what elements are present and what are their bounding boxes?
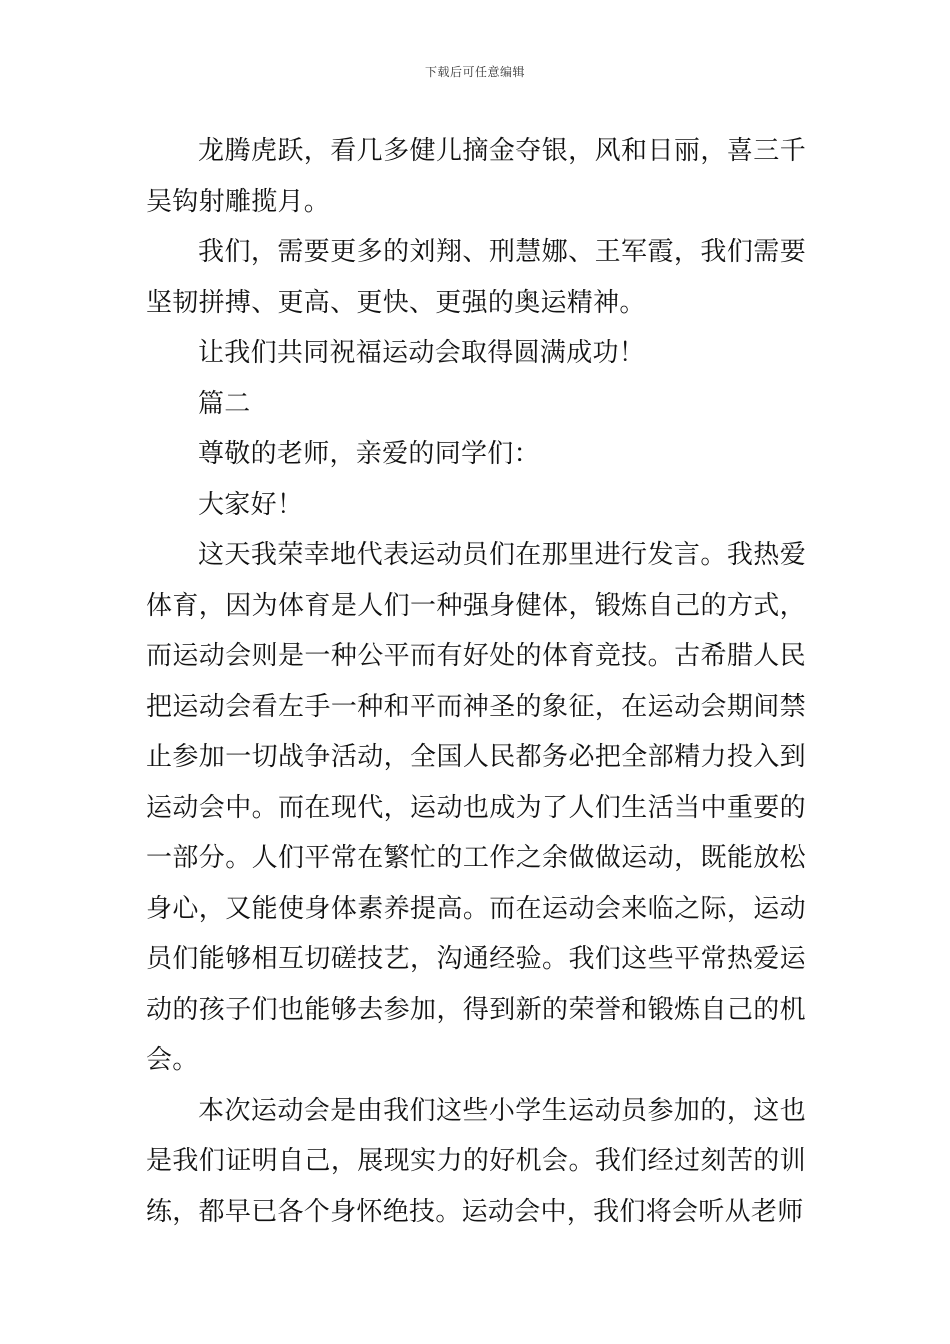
salutation: 尊敬的老师，亲爱的同学们： xyxy=(198,439,540,469)
paragraph-body-2: 本次运动会是由我们这些小学生运动员参加的，这也是我们证明自己，展现实力的好机会。我们经过刻苦的训练，都早已各个身怀绝技。运动会中，我们将会听从老师 xyxy=(146,1095,806,1227)
document-body xyxy=(146,126,806,1237)
paragraph-1: 龙腾虎跃，看几多健儿摘金夺银，风和日丽，喜三千吴钩射雕揽月。 xyxy=(146,136,806,217)
greeting: 大家好！ xyxy=(198,489,304,520)
paragraph-2: 我们，需要更多的刘翔、刑慧娜、王军霞，我们需要坚韧拼搏、更高、更快、更强的奥运精神。 xyxy=(146,237,806,318)
paragraph-3: 让我们共同祝福运动会取得圆满成功！ xyxy=(198,338,646,368)
page-header: 下载后可任意编辑 xyxy=(424,65,525,79)
section-heading: 篇二 xyxy=(198,388,251,419)
paragraph-body-1: 这天我荣幸地代表运动员们在那里进行发言。我热爱体育，因为体育是人们一种强身健体，锻炼自己的方式，而运动会则是一种公平而有好处的体育竞技。古希腊人民把运动会看左手一种和平而神圣的象征，在运动会期间禁止参加一切战争活动，全国人民都务必把全部精力投入到运动会中。而在现代，运动也成为了人们生活当中重要的一部分。人们平常在繁忙的工作之余做做运动，既能放松身心，又能使身体素养提高。而在运动会来临之际，运动员们能够相互切磋技艺，沟通经验。我们这些平常热爱运动的孩子们也能够去参加，得到新的荣誉和锻炼自己的机会。 xyxy=(146,540,806,1075)
